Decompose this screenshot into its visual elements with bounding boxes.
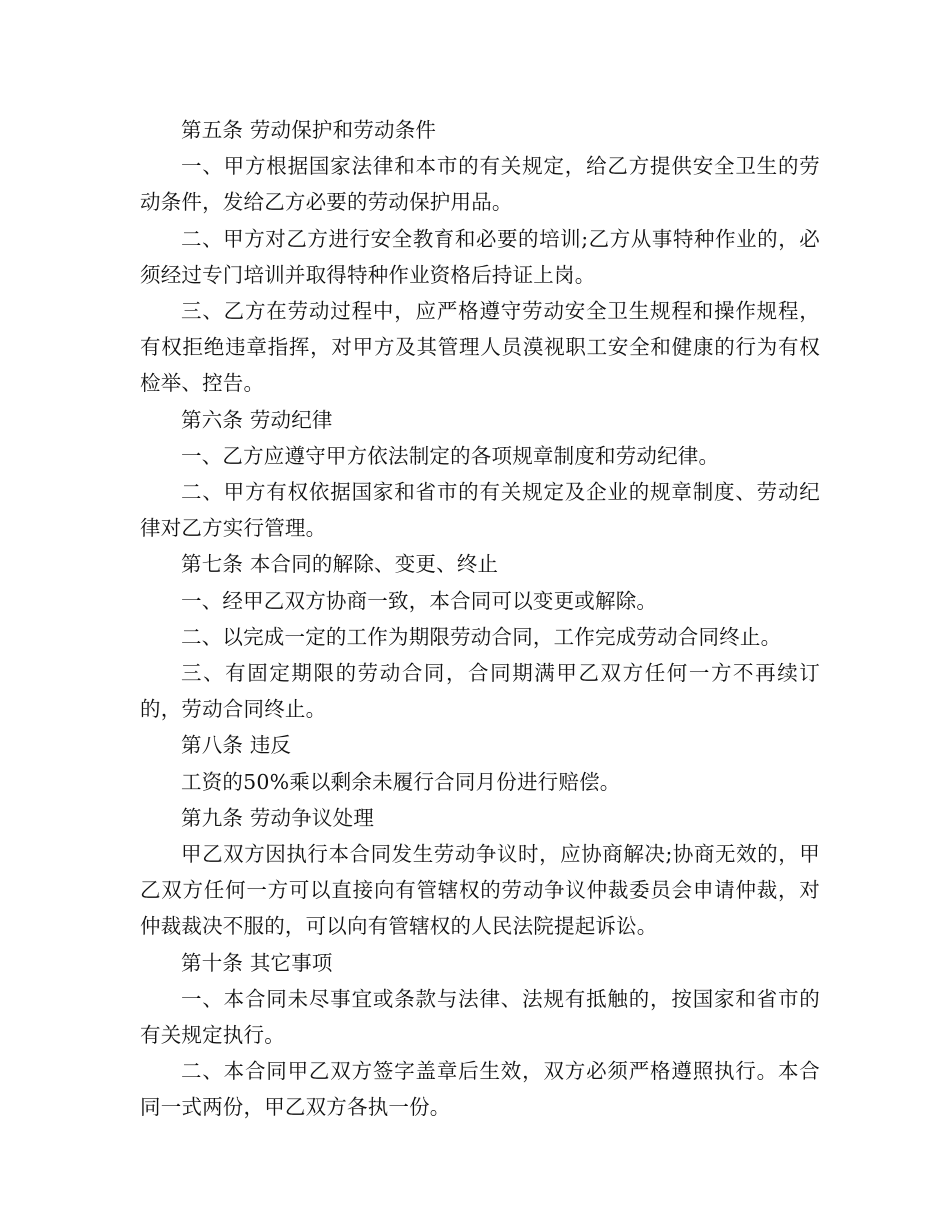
article-10-clause-1: 一、本合同未尽事宜或条款与法律、法规有抵触的，按国家和省市的有关规定执行。	[140, 986, 820, 1048]
article-7-clause-1: 一、经甲乙双方协商一致，本合同可以变更或解除。	[181, 588, 658, 613]
article-6-clause-2: 二、甲方有权依据国家和省市的有关规定及企业的规章制度、劳动纪律对乙方实行管理。	[140, 480, 820, 541]
article-5-clause-1: 一、甲方根据国家法律和本市的有关规定，给乙方提供安全卫生的劳动条件，发给乙方必要的劳动保护用品。	[140, 154, 820, 215]
article-7-clause-2: 二、以完成一定的工作为期限劳动合同，工作完成劳动合同终止。	[181, 624, 782, 649]
article-7-clause-3: 三、有固定期限的劳动合同，合同期满甲乙双方任何一方不再续订的，劳动合同终止。	[140, 661, 820, 722]
article-9-text: 甲乙双方因执行本合同发生劳动争议时，应协商解决;协商无效的，甲乙双方任何一方可以直接向有管辖权的劳动争议仲裁委员会申请仲裁，对仲裁裁决不服的，可以向有管辖权的人民法院提起诉讼。	[140, 842, 820, 939]
document-body	[140, 112, 820, 1126]
article-8-text: 工资的50%乘以剩余未履行合同月份进行赔偿。	[181, 769, 621, 794]
article-5-heading: 第五条 劳动保护和劳动条件	[181, 118, 437, 142]
article-9-heading: 第九条 劳动争议处理	[181, 805, 375, 830]
article-6-clause-1: 一、乙方应遵守甲方依法制定的各项规章制度和劳动纪律。	[181, 443, 720, 468]
article-10-clause-2: 二、本合同甲乙双方签字盖章后生效，双方必须严格遵照执行。本合同一式两份，甲乙双方各执一份。	[140, 1059, 820, 1120]
article-8-heading: 第八条 违反	[181, 733, 292, 758]
article-6-heading: 第六条 劳动纪律	[181, 407, 333, 432]
article-7-heading: 第七条 本合同的解除、变更、终止	[181, 552, 499, 577]
article-5-clause-3: 三、乙方在劳动过程中，应严格遵守劳动安全卫生规程和操作规程，有权拒绝违章指挥，对甲方及其管理人员漠视职工安全和健康的行为有权检举、控告。	[140, 299, 820, 396]
article-5-clause-2: 二、甲方对乙方进行安全教育和必要的培训;乙方从事特种作业的，必须经过专门培训并取得特种作业资格后持证上岗。	[140, 226, 820, 287]
article-10-heading: 第十条 其它事项	[181, 950, 333, 975]
